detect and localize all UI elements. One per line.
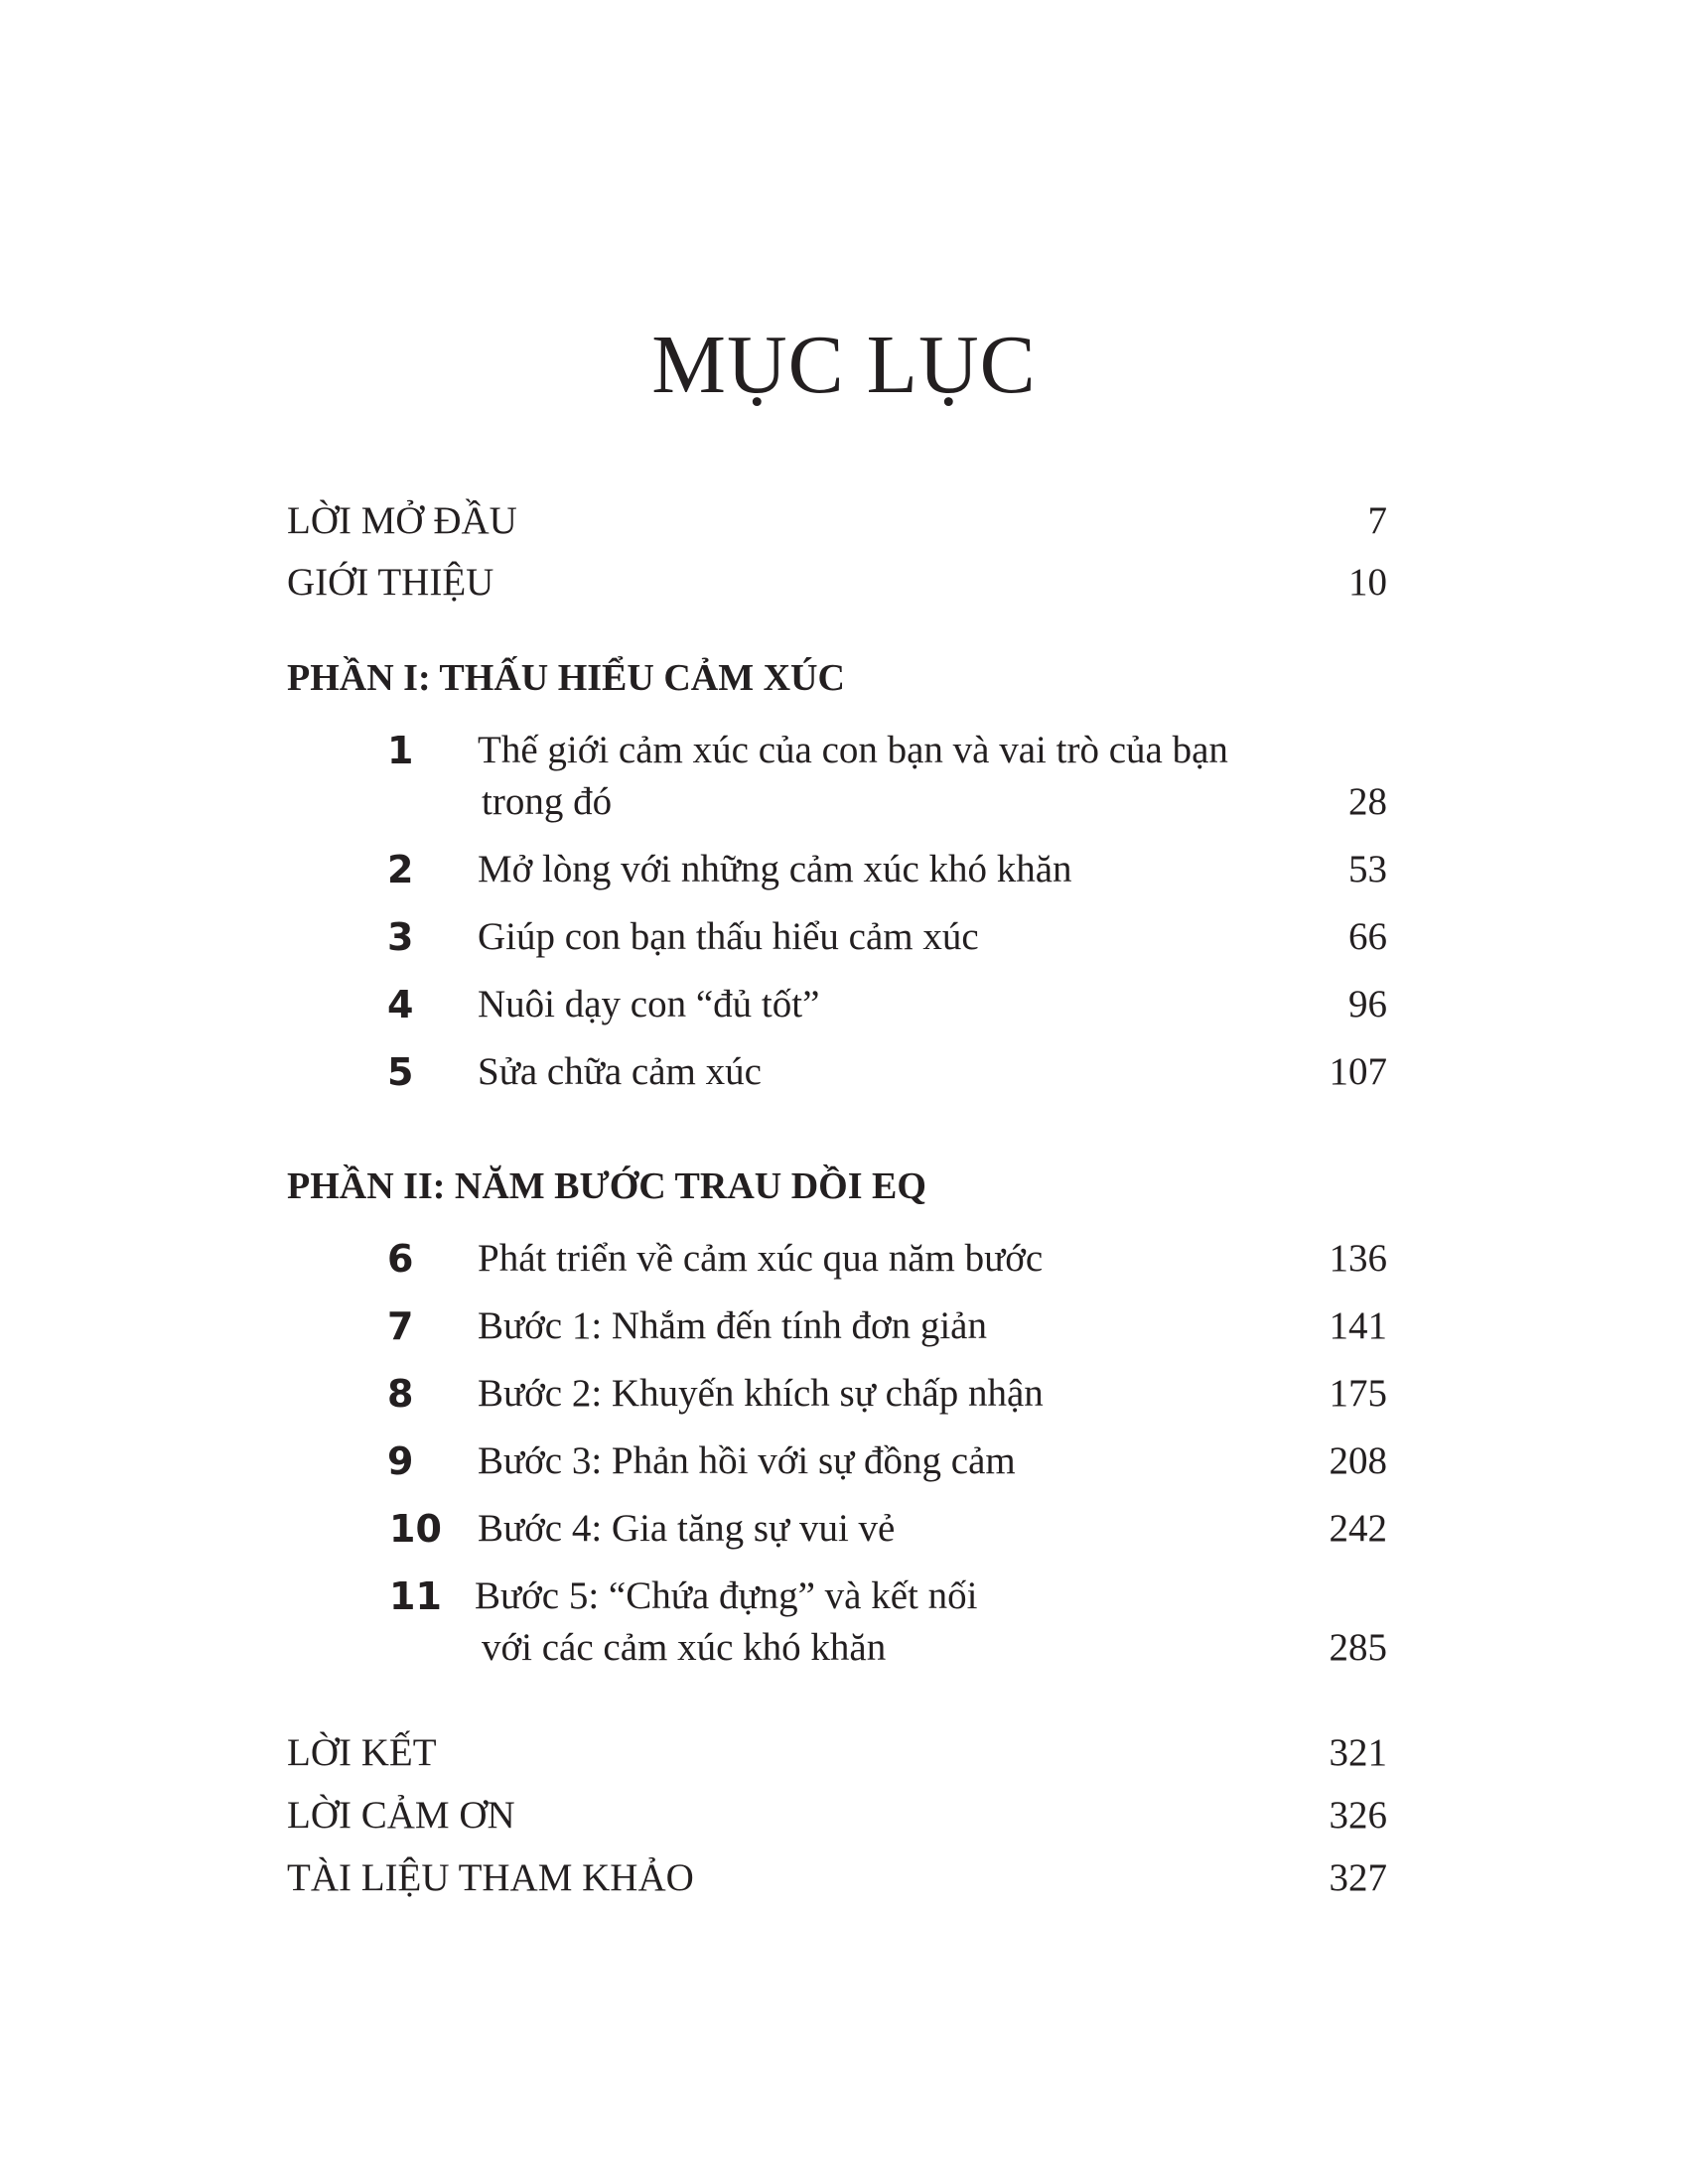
chapter-number: 8: [387, 1372, 414, 1416]
chapter-page: 53: [1348, 848, 1387, 890]
chapter-page: 66: [1348, 915, 1387, 958]
chapter-title: Bước 2: Khuyến khích sự chấp nhận: [478, 1372, 1044, 1415]
chapter-title-continued: trong đó: [482, 780, 613, 823]
chapter-number: 5: [387, 1050, 414, 1094]
chapter-title: Bước 1: Nhắm đến tính đơn giản: [478, 1304, 987, 1347]
toc-entry-page: 326: [1329, 1794, 1387, 1837]
chapter-title: Sửa chữa cảm xúc: [478, 1050, 762, 1093]
toc-entry-acknowledgements[interactable]: [287, 1791, 1387, 1841]
chapter-page: 136: [1329, 1237, 1387, 1280]
chapter-title: Thế giới cảm xúc của con bạn và vai trò của bạn: [478, 729, 1228, 771]
toc-entry-page: 327: [1329, 1856, 1387, 1899]
toc-entry-label: LỜI MỞ ĐẦU: [287, 499, 517, 542]
chapter-page: 285: [1329, 1626, 1387, 1669]
chapter-number: 1: [387, 729, 414, 772]
toc-entry-conclusion[interactable]: [287, 1728, 1387, 1778]
chapter-title-continued: với các cảm xúc khó khăn: [482, 1626, 887, 1669]
toc-entry-label: TÀI LIỆU THAM KHẢO: [287, 1856, 694, 1899]
chapter-title: Bước 3: Phản hồi với sự đồng cảm: [478, 1439, 1016, 1482]
toc-entry-references[interactable]: [287, 1853, 1387, 1903]
toc-entry-page: 7: [1367, 499, 1387, 542]
toc-entry-label: LỜI CẢM ƠN: [287, 1794, 515, 1837]
toc-entry-introduction[interactable]: [287, 558, 1387, 608]
toc-entry-label: GIỚI THIỆU: [287, 561, 494, 604]
chapter-page: 96: [1348, 983, 1387, 1025]
part-heading-2: PHẦN II: NĂM BƯỚC TRAU DỒI EQ: [287, 1165, 926, 1207]
chapter-page: 175: [1329, 1372, 1387, 1415]
part-heading-1: PHẦN I: THẤU HIỂU CẢM XÚC: [287, 657, 845, 699]
chapter-page: 107: [1329, 1050, 1387, 1093]
chapter-page: 141: [1329, 1304, 1387, 1347]
chapter-number: 9: [387, 1439, 414, 1483]
chapter-title: Giúp con bạn thấu hiểu cảm xúc: [478, 915, 979, 958]
toc-entry-label: LỜI KẾT: [287, 1731, 437, 1774]
chapter-number: 3: [387, 915, 414, 959]
chapter-title: Bước 5: “Chứa đựng” và kết nối: [475, 1574, 978, 1617]
toc-entry-preface[interactable]: [287, 496, 1387, 546]
chapter-number: 2: [387, 848, 414, 891]
chapter-title: Mở lòng với những cảm xúc khó khăn: [478, 848, 1072, 890]
chapter-number: 7: [387, 1304, 414, 1348]
chapter-number: 11: [389, 1574, 442, 1618]
chapter-number: 4: [387, 983, 414, 1026]
chapter-page: 242: [1329, 1507, 1387, 1550]
chapter-number: 10: [389, 1507, 442, 1551]
chapter-number: 6: [387, 1237, 414, 1281]
toc-entry-page: 10: [1348, 561, 1387, 604]
page-title: MỤC LỤC: [651, 319, 1037, 411]
chapter-title: Bước 4: Gia tăng sự vui vẻ: [478, 1507, 896, 1550]
toc-entry-page: 321: [1329, 1731, 1387, 1774]
chapter-title: Nuôi dạy con “đủ tốt”: [478, 983, 820, 1025]
chapter-page: 208: [1329, 1439, 1387, 1482]
chapter-title: Phát triển về cảm xúc qua năm bước: [478, 1237, 1044, 1280]
chapter-page: 28: [1348, 780, 1387, 823]
